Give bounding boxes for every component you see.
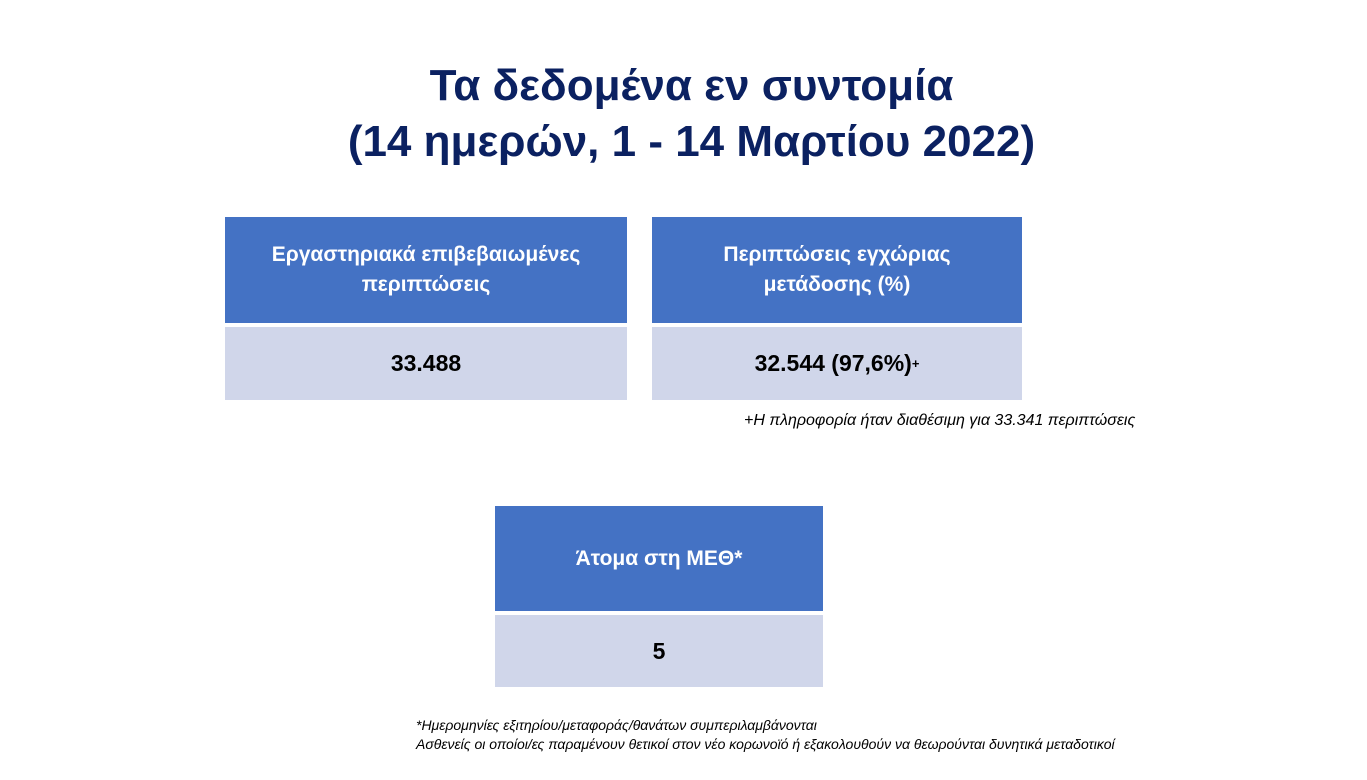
footnotes — [416, 716, 1115, 754]
icu-card — [495, 506, 823, 687]
local-transmission-card — [652, 217, 1022, 400]
page-title — [0, 58, 1367, 170]
confirmed-cases-header: Εργαστηριακά επιβεβαιωμένες περιπτώσεις — [225, 217, 627, 323]
local-transmission-value: 32.544 (97,6%) — [754, 350, 912, 376]
icu-value-cell — [495, 615, 823, 687]
page-title-line-1: Τα δεδομένα εν συντομία — [429, 61, 954, 110]
confirmed-cases-value: 33.488 — [390, 350, 462, 376]
availability-note: +Η πληροφορία ήταν διαθέσιμη για 33.341 περιπτώσεις — [744, 412, 1136, 429]
footnote-2: Ασθενείς οι οποίοι/ες παραμένουν θετικοί στον νέο κορωνοϊό ή εξακολουθούν να θεωρούνται δυνητικά μεταδοτικοί — [416, 736, 1115, 752]
local-transmission-value-cell: 32.544 (97,6%) + — [652, 327, 1022, 400]
confirmed-cases-card — [225, 217, 627, 400]
local-transmission-header: Περιπτώσεις εγχώριας μετάδοσης (%) — [652, 217, 1022, 323]
icu-value: 5 — [652, 637, 666, 664]
icu-header: Άτομα στη ΜΕΘ* — [495, 506, 823, 611]
page-title-line-2: (14 ημερών, 1 - 14 Μαρτίου 2022) — [347, 117, 1036, 166]
confirmed-cases-value-cell — [225, 327, 627, 400]
footnote-1: *Ημερομηνίες εξιτηρίου/μεταφοράς/θανάτων συμπεριλαμβάνονται — [416, 717, 817, 733]
